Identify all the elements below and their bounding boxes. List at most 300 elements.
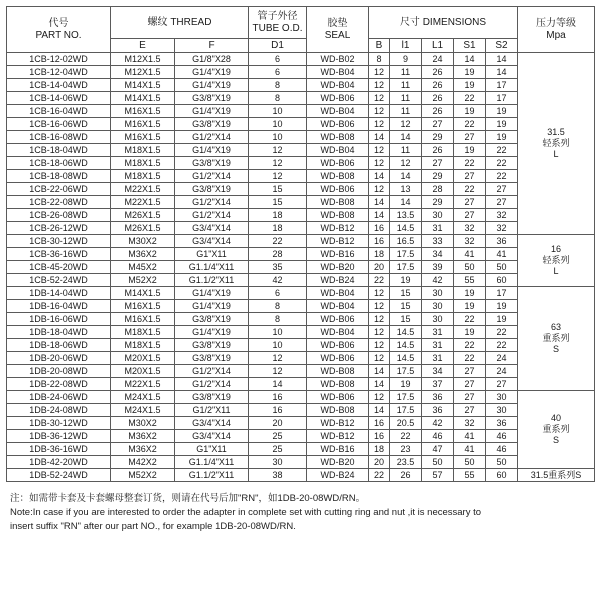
cell-thread-f: G1/2"X14: [175, 196, 249, 209]
cell-thread-e: M12X1.5: [111, 53, 175, 66]
cell-dim-l1: 20.5: [390, 417, 422, 430]
cell-dim-s2: 19: [486, 105, 518, 118]
cell-seal: WD-B06: [307, 157, 369, 170]
cell-dim-b: 20: [369, 456, 390, 469]
cell-dim-b: 14: [369, 378, 390, 391]
cell-seal: WD-B04: [307, 144, 369, 157]
cell-dim-l1: 11: [390, 79, 422, 92]
cell-thread-e: M16X1.5: [111, 300, 175, 313]
cell-dim-s1: 22: [454, 339, 486, 352]
cell-tube-od: 8: [249, 300, 307, 313]
pressure-group-line: 轻系列: [542, 255, 570, 265]
cell-thread-f: G1/4"X19: [175, 300, 249, 313]
cell-thread-f: G1/4"X19: [175, 105, 249, 118]
cell-seal: WD-B06: [307, 313, 369, 326]
header-dimensions: 尺寸 DIMENSIONS: [369, 7, 518, 39]
cell-part-no: 1DB-24-08WD: [7, 404, 111, 417]
cell-dim-L1: 31: [422, 222, 454, 235]
cell-tube-od: 28: [249, 248, 307, 261]
cell-dim-s2: 36: [486, 417, 518, 430]
cell-dim-b: 16: [369, 235, 390, 248]
cell-seal: WD-B08: [307, 378, 369, 391]
pressure-group-line: 31.5重系列S: [530, 469, 582, 480]
cell-tube-od: 18: [249, 209, 307, 222]
cell-thread-f: G3/8"X19: [175, 391, 249, 404]
cell-tube-od: 6: [249, 287, 307, 300]
cell-seal: WD-B06: [307, 352, 369, 365]
cell-dim-b: 12: [369, 287, 390, 300]
cell-dim-s2: 24: [486, 365, 518, 378]
cell-part-no: 1CB-26-08WD: [7, 209, 111, 222]
cell-dim-s2: 60: [486, 274, 518, 287]
cell-dim-l1: 16.5: [390, 235, 422, 248]
cell-dim-l1: 14.5: [390, 222, 422, 235]
table-row: [7, 339, 595, 352]
header-pressure-zh: 压力等级: [536, 17, 577, 29]
cell-tube-od: 8: [249, 92, 307, 105]
cell-dim-b: 16: [369, 222, 390, 235]
cell-part-no: 1CB-12-04WD: [7, 66, 111, 79]
cell-dim-l1: 17.5: [390, 248, 422, 261]
cell-thread-f: G3/4"X14: [175, 430, 249, 443]
cell-thread-f: G1.1/2"X11: [175, 274, 249, 287]
cell-dim-L1: 26: [422, 79, 454, 92]
order-note: [6, 492, 594, 534]
cell-thread-e: M16X1.5: [111, 313, 175, 326]
cell-dim-s2: 27: [486, 378, 518, 391]
cell-tube-od: 15: [249, 196, 307, 209]
cell-seal: WD-B04: [307, 79, 369, 92]
cell-thread-f: G1.1/4"X11: [175, 261, 249, 274]
cell-dim-s2: 19: [486, 300, 518, 313]
cell-seal: WD-B16: [307, 443, 369, 456]
cell-dim-s1: 22: [454, 352, 486, 365]
cell-thread-e: M14X1.5: [111, 287, 175, 300]
table-row: [7, 131, 595, 144]
cell-part-no: 1DB-20-08WD: [7, 365, 111, 378]
cell-dim-b: 12: [369, 144, 390, 157]
table-row: [7, 326, 595, 339]
header-col-s2: S2: [486, 39, 518, 53]
cell-dim-L1: 27: [422, 157, 454, 170]
cell-dim-l1: 15: [390, 300, 422, 313]
cell-dim-b: 8: [369, 53, 390, 66]
table-row: [7, 404, 595, 417]
table-row: [7, 443, 595, 456]
cell-thread-e: M22X1.5: [111, 183, 175, 196]
cell-dim-s1: 22: [454, 92, 486, 105]
cell-dim-l1: 14: [390, 196, 422, 209]
cell-dim-s2: 17: [486, 79, 518, 92]
cell-tube-od: 25: [249, 430, 307, 443]
header-thread: 螺纹 THREAD: [111, 7, 249, 39]
table-row: [7, 92, 595, 105]
cell-tube-od: 10: [249, 105, 307, 118]
cell-dim-b: 16: [369, 430, 390, 443]
cell-part-no: 1CB-22-08WD: [7, 196, 111, 209]
cell-dim-b: 12: [369, 313, 390, 326]
cell-thread-f: G3/8"X19: [175, 118, 249, 131]
cell-tube-od: 14: [249, 378, 307, 391]
table-row: [7, 365, 595, 378]
cell-dim-b: 20: [369, 261, 390, 274]
cell-dim-L1: 29: [422, 131, 454, 144]
cell-dim-s2: 32: [486, 209, 518, 222]
cell-dim-s2: 19: [486, 313, 518, 326]
cell-seal: WD-B06: [307, 339, 369, 352]
cell-dim-l1: 11: [390, 66, 422, 79]
cell-dim-L1: 27: [422, 118, 454, 131]
cell-dim-s1: 50: [454, 261, 486, 274]
cell-dim-l1: 26: [390, 469, 422, 482]
cell-thread-e: M18X1.5: [111, 144, 175, 157]
table-row: [7, 430, 595, 443]
cell-tube-od: 22: [249, 235, 307, 248]
cell-tube-od: 10: [249, 118, 307, 131]
cell-dim-s1: 19: [454, 287, 486, 300]
cell-dim-L1: 31: [422, 326, 454, 339]
table-row: [7, 157, 595, 170]
header-part-en: PART NO.: [35, 29, 82, 41]
cell-dim-L1: 39: [422, 261, 454, 274]
cell-dim-l1: 22: [390, 430, 422, 443]
cell-tube-od: 30: [249, 456, 307, 469]
spec-sheet: [6, 6, 594, 534]
cell-tube-od: 12: [249, 144, 307, 157]
cell-tube-od: 10: [249, 339, 307, 352]
cell-seal: WD-B06: [307, 391, 369, 404]
pressure-group: [518, 469, 595, 482]
header-col-l1: l1: [390, 39, 422, 53]
cell-part-no: 1DB-20-06WD: [7, 352, 111, 365]
header-tube-en: TUBE O.D.: [252, 22, 303, 34]
cell-dim-s2: 32: [486, 222, 518, 235]
table-row: [7, 144, 595, 157]
cell-thread-f: G1.1/4"X11: [175, 456, 249, 469]
cell-tube-od: 42: [249, 274, 307, 287]
cell-dim-L1: 30: [422, 300, 454, 313]
cell-part-no: 1DB-42-20WD: [7, 456, 111, 469]
cell-dim-s2: 19: [486, 131, 518, 144]
cell-part-no: 1CB-26-12WD: [7, 222, 111, 235]
cell-seal: WD-B12: [307, 235, 369, 248]
cell-dim-L1: 37: [422, 378, 454, 391]
cell-part-no: 1DB-16-06WD: [7, 313, 111, 326]
cell-dim-L1: 29: [422, 170, 454, 183]
cell-dim-s2: 30: [486, 391, 518, 404]
cell-dim-s1: 55: [454, 274, 486, 287]
pressure-group-line: 40: [551, 413, 562, 423]
pressure-group-line: 16: [551, 244, 562, 254]
cell-thread-f: G1/2"X14: [175, 209, 249, 222]
cell-dim-L1: 46: [422, 430, 454, 443]
table-row: [7, 222, 595, 235]
cell-dim-s1: 19: [454, 105, 486, 118]
cell-seal: WD-B02: [307, 53, 369, 66]
cell-dim-b: 16: [369, 417, 390, 430]
cell-dim-s1: 41: [454, 443, 486, 456]
cell-dim-l1: 17.5: [390, 391, 422, 404]
cell-thread-e: M30X2: [111, 235, 175, 248]
cell-tube-od: 8: [249, 313, 307, 326]
cell-dim-s2: 14: [486, 66, 518, 79]
cell-dim-b: 14: [369, 209, 390, 222]
cell-dim-s1: 41: [454, 430, 486, 443]
cell-dim-s2: 27: [486, 196, 518, 209]
cell-thread-e: M36X2: [111, 248, 175, 261]
cell-tube-od: 15: [249, 183, 307, 196]
cell-dim-l1: 23.5: [390, 456, 422, 469]
cell-dim-s2: 14: [486, 53, 518, 66]
cell-dim-b: 12: [369, 391, 390, 404]
cell-dim-b: 18: [369, 248, 390, 261]
cell-dim-l1: 11: [390, 144, 422, 157]
cell-part-no: 1CB-30-12WD: [7, 235, 111, 248]
table-row: [7, 235, 595, 248]
table-row: [7, 248, 595, 261]
cell-dim-s1: 22: [454, 313, 486, 326]
table-row: [7, 209, 595, 222]
cell-dim-l1: 14: [390, 131, 422, 144]
table-header: [7, 7, 595, 53]
cell-dim-s2: 22: [486, 326, 518, 339]
cell-dim-s1: 27: [454, 378, 486, 391]
cell-thread-f: G1/8"X28: [175, 53, 249, 66]
cell-dim-l1: 11: [390, 105, 422, 118]
cell-dim-s1: 22: [454, 118, 486, 131]
cell-part-no: 1CB-18-06WD: [7, 157, 111, 170]
table-row: [7, 352, 595, 365]
cell-thread-e: M24X1.5: [111, 404, 175, 417]
cell-thread-e: M30X2: [111, 417, 175, 430]
cell-dim-s1: 22: [454, 183, 486, 196]
cell-seal: WD-B06: [307, 118, 369, 131]
note-en-line1: Note:In case if you are interested to order the adapter in complete set with cutting ring and nut ,it is necessary to: [10, 507, 482, 518]
cell-thread-e: M20X1.5: [111, 352, 175, 365]
table-row: [7, 53, 595, 66]
cell-dim-b: 12: [369, 157, 390, 170]
cell-dim-s1: 27: [454, 404, 486, 417]
cell-seal: WD-B08: [307, 170, 369, 183]
cell-dim-L1: 30: [422, 287, 454, 300]
pressure-group-line: L: [553, 266, 559, 276]
cell-dim-s2: 60: [486, 469, 518, 482]
table-row: [7, 261, 595, 274]
cell-seal: WD-B08: [307, 196, 369, 209]
cell-thread-f: G3/8"X19: [175, 313, 249, 326]
cell-dim-s2: 36: [486, 235, 518, 248]
table-row: [7, 456, 595, 469]
cell-seal: WD-B24: [307, 469, 369, 482]
cell-seal: WD-B12: [307, 222, 369, 235]
cell-dim-s1: 27: [454, 209, 486, 222]
cell-dim-s2: 22: [486, 339, 518, 352]
cell-part-no: 1CB-16-06WD: [7, 118, 111, 131]
cell-dim-l1: 12: [390, 118, 422, 131]
cell-thread-f: G1/2"X14: [175, 170, 249, 183]
table-row: [7, 274, 595, 287]
cell-tube-od: 12: [249, 365, 307, 378]
cell-dim-l1: 17.5: [390, 365, 422, 378]
table-row: [7, 105, 595, 118]
cell-thread-f: G1"X11: [175, 443, 249, 456]
cell-dim-l1: 17.5: [390, 261, 422, 274]
cell-tube-od: 25: [249, 443, 307, 456]
cell-tube-od: 12: [249, 157, 307, 170]
cell-thread-f: G3/8"X19: [175, 92, 249, 105]
cell-tube-od: 10: [249, 326, 307, 339]
header-col-s1: S1: [454, 39, 486, 53]
note-zh: 注：如需带卡套及卡套螺母整套订货，则请在代号后加"RN"，如1DB-20-08WD/RN。: [10, 493, 366, 504]
cell-tube-od: 12: [249, 170, 307, 183]
cell-dim-l1: 11: [390, 92, 422, 105]
pressure-group: [518, 235, 595, 287]
cell-dim-b: 12: [369, 118, 390, 131]
cell-thread-e: M22X1.5: [111, 196, 175, 209]
cell-dim-s2: 17: [486, 92, 518, 105]
cell-part-no: 1CB-14-04WD: [7, 79, 111, 92]
cell-seal: WD-B16: [307, 248, 369, 261]
cell-dim-L1: 30: [422, 209, 454, 222]
cell-thread-f: G1/4"X19: [175, 79, 249, 92]
pressure-group-line: S: [553, 344, 560, 354]
cell-dim-l1: 19: [390, 378, 422, 391]
cell-thread-e: M14X1.5: [111, 92, 175, 105]
cell-dim-l1: 14: [390, 170, 422, 183]
cell-thread-e: M42X2: [111, 456, 175, 469]
table-row: [7, 66, 595, 79]
cell-dim-s2: 22: [486, 170, 518, 183]
cell-thread-e: M52X2: [111, 469, 175, 482]
table-row: [7, 300, 595, 313]
cell-part-no: 1DB-36-16WD: [7, 443, 111, 456]
cell-dim-b: 18: [369, 443, 390, 456]
cell-part-no: 1CB-52-24WD: [7, 274, 111, 287]
cell-dim-L1: 26: [422, 92, 454, 105]
cell-part-no: 1CB-16-08WD: [7, 131, 111, 144]
cell-thread-e: M26X1.5: [111, 222, 175, 235]
cell-dim-L1: 42: [422, 274, 454, 287]
cell-dim-L1: 34: [422, 365, 454, 378]
cell-dim-b: 14: [369, 131, 390, 144]
table-row: [7, 183, 595, 196]
cell-seal: WD-B08: [307, 131, 369, 144]
pressure-group-line: S: [553, 435, 560, 445]
cell-seal: WD-B04: [307, 326, 369, 339]
cell-tube-od: 16: [249, 391, 307, 404]
cell-dim-l1: 17.5: [390, 404, 422, 417]
cell-dim-s1: 14: [454, 53, 486, 66]
header-tube-zh: 管子外径: [257, 10, 298, 22]
cell-dim-b: 14: [369, 196, 390, 209]
cell-thread-f: G1/4"X19: [175, 66, 249, 79]
table-row: [7, 469, 595, 482]
cell-thread-f: G3/8"X19: [175, 183, 249, 196]
cell-dim-l1: 14.5: [390, 326, 422, 339]
cell-dim-L1: 26: [422, 66, 454, 79]
table-row: [7, 378, 595, 391]
cell-dim-L1: 36: [422, 404, 454, 417]
cell-dim-s1: 32: [454, 222, 486, 235]
table-row: [7, 196, 595, 209]
header-col-e: E: [111, 39, 175, 53]
cell-dim-s2: 50: [486, 456, 518, 469]
cell-dim-s1: 19: [454, 300, 486, 313]
cell-thread-f: G3/8"X19: [175, 339, 249, 352]
header-col-d1: D1: [249, 39, 307, 53]
cell-dim-s1: 55: [454, 469, 486, 482]
cell-part-no: 1DB-36-12WD: [7, 430, 111, 443]
cell-thread-e: M18X1.5: [111, 326, 175, 339]
cell-dim-L1: 33: [422, 235, 454, 248]
cell-dim-l1: 12: [390, 157, 422, 170]
cell-dim-s1: 27: [454, 131, 486, 144]
cell-thread-e: M12X1.5: [111, 66, 175, 79]
cell-dim-l1: 15: [390, 313, 422, 326]
cell-part-no: 1DB-18-06WD: [7, 339, 111, 352]
header-col-L1: L1: [422, 39, 454, 53]
table-row: [7, 79, 595, 92]
cell-dim-b: 12: [369, 326, 390, 339]
cell-thread-e: M45X2: [111, 261, 175, 274]
cell-dim-L1: 30: [422, 313, 454, 326]
table-row: [7, 417, 595, 430]
cell-thread-e: M36X2: [111, 430, 175, 443]
cell-thread-f: G3/4"X14: [175, 222, 249, 235]
cell-seal: WD-B04: [307, 66, 369, 79]
cell-dim-b: 14: [369, 404, 390, 417]
table-row: [7, 170, 595, 183]
cell-dim-s2: 50: [486, 261, 518, 274]
pressure-group-line: 63: [551, 322, 562, 332]
cell-seal: WD-B06: [307, 92, 369, 105]
cell-dim-s2: 46: [486, 443, 518, 456]
pressure-group-line: 重系列: [542, 424, 570, 434]
adapter-spec-table: [6, 6, 595, 482]
cell-dim-b: 12: [369, 79, 390, 92]
cell-tube-od: 12: [249, 352, 307, 365]
cell-thread-e: M22X1.5: [111, 378, 175, 391]
cell-dim-L1: 28: [422, 183, 454, 196]
cell-seal: WD-B20: [307, 456, 369, 469]
cell-dim-s2: 46: [486, 430, 518, 443]
cell-seal: WD-B04: [307, 105, 369, 118]
cell-dim-b: 12: [369, 105, 390, 118]
cell-dim-s2: 22: [486, 144, 518, 157]
cell-dim-s2: 24: [486, 352, 518, 365]
cell-dim-s2: 41: [486, 248, 518, 261]
cell-tube-od: 6: [249, 53, 307, 66]
cell-part-no: 1CB-36-16WD: [7, 248, 111, 261]
cell-part-no: 1CB-14-06WD: [7, 92, 111, 105]
cell-dim-s1: 19: [454, 79, 486, 92]
cell-dim-s1: 27: [454, 196, 486, 209]
cell-thread-e: M16X1.5: [111, 105, 175, 118]
cell-dim-s1: 27: [454, 365, 486, 378]
cell-dim-l1: 19: [390, 274, 422, 287]
cell-dim-s1: 32: [454, 235, 486, 248]
cell-dim-b: 22: [369, 274, 390, 287]
cell-dim-l1: 9: [390, 53, 422, 66]
pressure-group: [518, 287, 595, 391]
cell-thread-f: G1/2"X14: [175, 365, 249, 378]
cell-dim-L1: 24: [422, 53, 454, 66]
cell-part-no: 1DB-16-04WD: [7, 300, 111, 313]
cell-dim-s2: 30: [486, 404, 518, 417]
cell-dim-L1: 26: [422, 105, 454, 118]
cell-dim-b: 12: [369, 339, 390, 352]
cell-dim-L1: 57: [422, 469, 454, 482]
